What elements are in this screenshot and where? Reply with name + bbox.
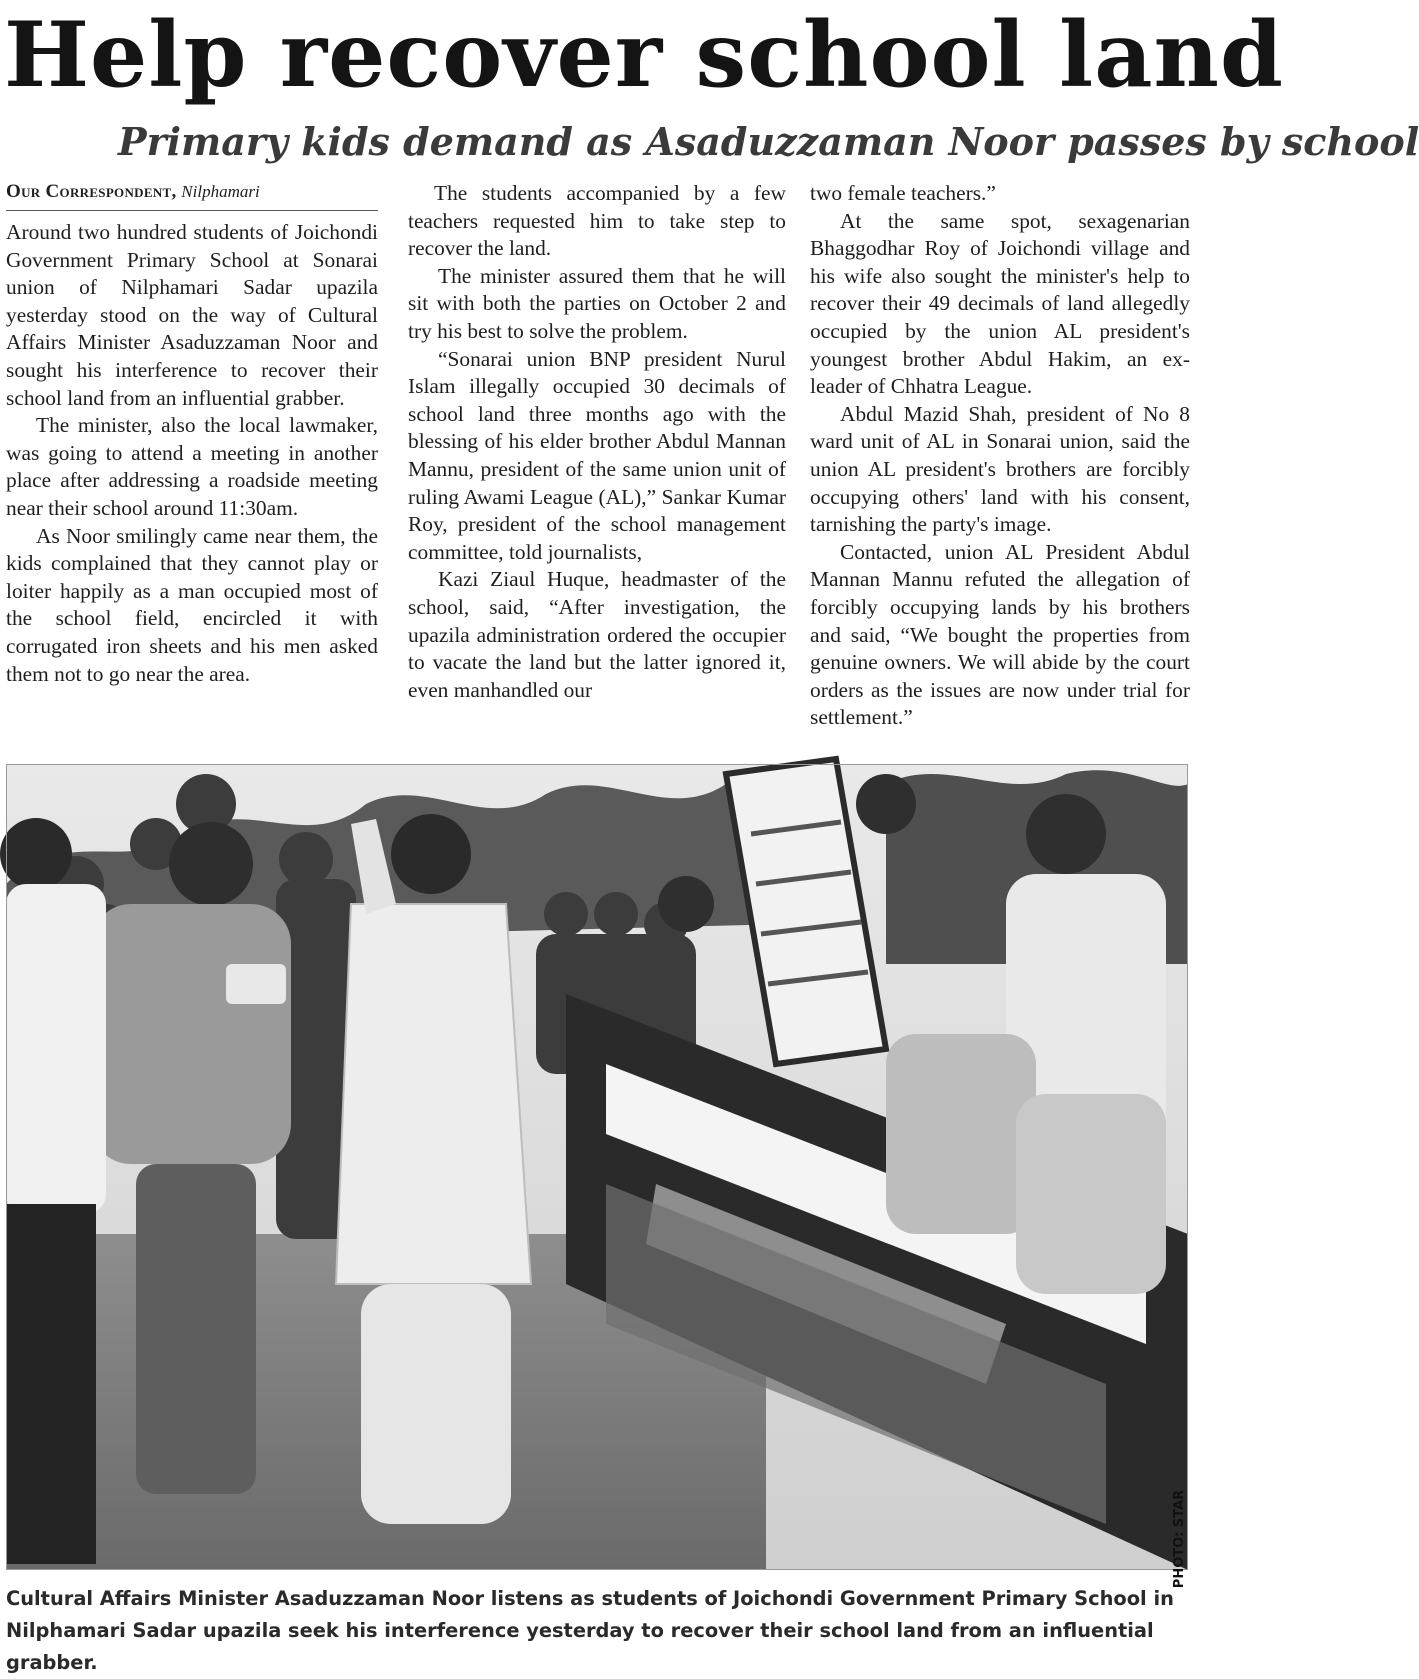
subheadline: Primary kids demand as Asaduzzaman Noor passes by school [118,119,1419,164]
byline-author: Our Correspondent, [6,181,177,202]
byline [6,180,378,204]
photo-credit [1172,1489,1188,1589]
paragraph: “Sonarai union BNP president Nurul Islam illegally occupied 30 decimals of school land three months ago with the blessing of his elder brother Abdul Mannan Mannu, president of the same union unit of ruling Awami League (AL),” Sankar Kumar Roy, president of the school management committee, told journalists, [408,346,786,564]
byline-location: Nilphamari [181,182,260,201]
paragraph: The students accompanied by a few teachers requested him to take step to recover the land. [408,181,786,261]
paragraph: two female teachers.” [810,181,996,205]
article-column-3 [810,180,1190,732]
news-photo [6,764,1188,1570]
headline: Help recover school land [4,2,1284,108]
paragraph: Abdul Mazid Shah, president of No 8 ward unit of AL in Sonarai union, said the union AL president's brothers are forcibly occupying others' land with his consent, tarnishing the party's image. [810,401,1190,537]
byline-rule [6,210,378,211]
paragraph: The minister, also the local lawmaker, was going to attend a meeting in another place after addressing a roadside meeting near their school around 11:30am. [6,413,378,520]
paragraph: The minister assured them that he will sit with both the parties on October 2 and try his best to solve the problem. [408,263,786,343]
article-column-1 [6,180,378,688]
paragraph: Kazi Ziaul Huque, headmaster of the school, said, “After investigation, the upazila administration ordered the occupier to vacate the land but the latter ignored it, even manhandled our [408,567,786,702]
photo-credit-text: PHOTO: STAR [1172,1489,1187,1589]
paragraph: As Noor smilingly came near them, the kids complained that they cannot play or loiter happily as a man occupied most of the school field, encircled it with corrugated iron sheets and his men asked them not to go near the area. [6,523,378,686]
paragraph: At the same spot, sexagenarian Bhaggodhar Roy of Joichondi village and his wife also sought the minister's help to recover their 49 decimals of land allegedly occupied by the union AL president's youngest brother Abdul Hakim, an ex-leader of Chhatra League. [810,208,1190,399]
paragraph: Contacted, union AL President Abdul Mannan Mannu refuted the allegation of forcibly occupying lands by his brothers and said, “We bought the properties from genuine owners. We will abide by the court orders as the issues are now under trial for settlement.” [810,539,1190,730]
article-column-2 [408,180,786,704]
paragraph: Around two hundred students of Joichondi Government Primary School at Sonarai union of Nilphamari Sadar upazila yesterday stood on the way of Cultural Affairs Minister Asaduzzaman Noor and sought his interference to recover their school land from an influential grabber. [6,220,378,410]
photo-caption: Cultural Affairs Minister Asaduzzaman Noor listens as students of Joichondi Government Primary School in Nilphamari Sadar upazila seek his interference yesterday to recover their school land from an influential grabber. [6,1587,1174,1674]
